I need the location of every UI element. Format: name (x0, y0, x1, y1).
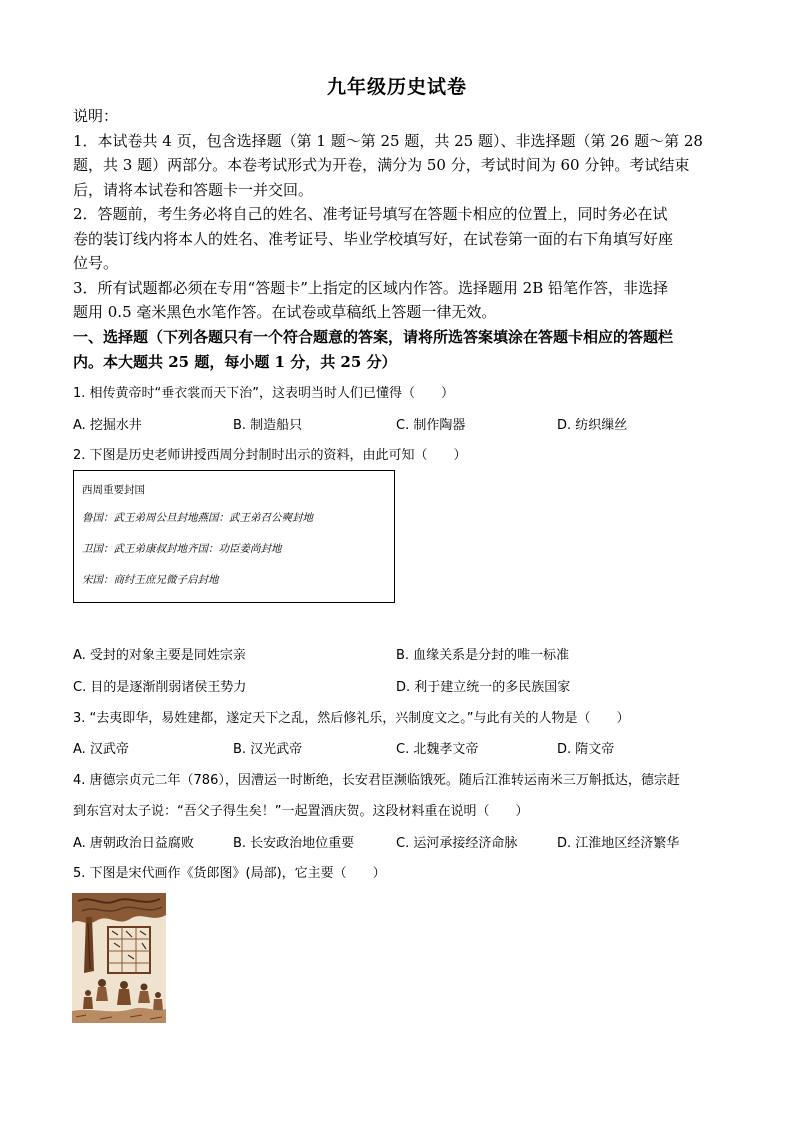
material-box-title: 西周重要封国 (82, 484, 145, 496)
section-heading-line-2: 内。本大题共 25 题，每小题 1 分，共 25 分） (73, 352, 397, 371)
question-4-stem-line-1: 4. 唐德宗贞元二年（786），因漕运一时断绝，长安君臣濒临饿死。随后江淮转运南米三万斛抵达，德宗赶 (73, 773, 680, 788)
instruction-2-line-3: 位号。 (73, 254, 119, 272)
question-5-stem: 5. 下图是宋代画作《货郎图》(局部)，它主要（ ） (73, 866, 386, 881)
question-1-option-b: B. 制造船只 (233, 418, 303, 433)
instruction-3-line-2: 题用 0.5 毫米黑色水笔作答。在试卷或草稿纸上答题一律无效。 (73, 303, 497, 321)
huolang-painting-image (72, 893, 166, 1023)
question-2-option-a: A. 受封的对象主要是同姓宗亲 (73, 648, 246, 663)
question-2-option-c: C. 目的是逐渐削弱诸侯王势力 (73, 680, 247, 695)
question-3-option-c: C. 北魏孝文帝 (396, 742, 479, 757)
instruction-3-line-1: 3．所有试题都必须在专用“答题卡”上指定的区域内作答。选择题用 2B 铅笔作答，非选择 (73, 278, 668, 297)
question-1-stem: 1. 相传黄帝时“垂衣裳而天下治”，这表明当时人们已懂得（ ） (73, 386, 455, 401)
question-2-option-b: B. 血缘关系是分封的唯一标准 (396, 648, 570, 663)
instruction-2-line-2: 卷的装订线内将本人的姓名、准考证号、毕业学校填写好，在试卷第一面的右下角填写好座 (73, 229, 674, 248)
question-1-option-c: C. 制作陶器 (396, 418, 466, 433)
instructions (73, 104, 723, 325)
question-3-option-b: B. 汉光武帝 (233, 742, 303, 757)
question-3-stem: 3. “去夷即华，易姓建都，遂定天下之乱，然后修礼乐，兴制度文之。”与此有关的人物是（ ） (73, 711, 630, 726)
material-box-line-3: 宋国：商纣王庶兄微子启封地 (82, 574, 219, 586)
question-4-option-b: B. 长安政治地位重要 (233, 836, 355, 851)
question-4-stem-line-2: 到东宫对太子说：“吾父子得生矣！”一起置酒庆贺。这段材料重在说明（ ） (73, 804, 529, 819)
instruction-2-line-1: 2．答题前，考生务必将自己的姓名、准考证号填写在答题卡相应的位置上，同时务必在试 (73, 205, 668, 223)
question-4-option-c: C. 运河承接经济命脉 (396, 836, 518, 851)
material-box-line-1: 鲁国：武王弟周公旦封地燕国：武王弟召公奭封地 (82, 512, 313, 524)
instruction-1-line-2: 题，共 3 题）两部分。本卷考试形式为开卷，满分为 50 分，考试时间为 60 分钟。考试结束 (73, 156, 690, 174)
instruction-1-line-3: 后，请将本试卷和答题卡一并交回。 (73, 180, 314, 199)
material-box-line-2: 卫国：武王弟康叔封地齐国：功臣姜尚封地 (82, 543, 282, 555)
question-2-option-d: D. 利于建立统一的多民族国家 (396, 680, 571, 695)
question-3-option-d: D. 隋文帝 (557, 742, 615, 757)
instructions-heading: 说明： (73, 107, 119, 125)
question-1-option-a: A. 挖掘水井 (73, 418, 142, 433)
section-heading (73, 325, 723, 374)
fengguo-material-box (73, 470, 395, 603)
question-3-option-a: A. 汉武帝 (73, 742, 129, 757)
question-4-option-a: A. 唐朝政治日益腐败 (73, 836, 194, 851)
question-4-option-d: D. 江淮地区经济繁华 (557, 836, 680, 851)
question-1-option-d: D. 纺织缫丝 (557, 418, 628, 433)
section-heading-line-1: 一、选择题（下列各题只有一个符合题意的答案，请将所选答案填涂在答题卡相应的答题栏 (73, 328, 674, 346)
instruction-1-line-1: 1．本试卷共 4 页，包含选择题（第 1 题～第 25 题，共 25 题）、非选择题（第 26 题～第 28 (73, 131, 703, 150)
page-title: 九年级历史试卷 (326, 76, 467, 98)
question-2-stem: 2. 下图是历史老师讲授西周分封制时出示的资料，由此可知（ ） (73, 448, 467, 463)
